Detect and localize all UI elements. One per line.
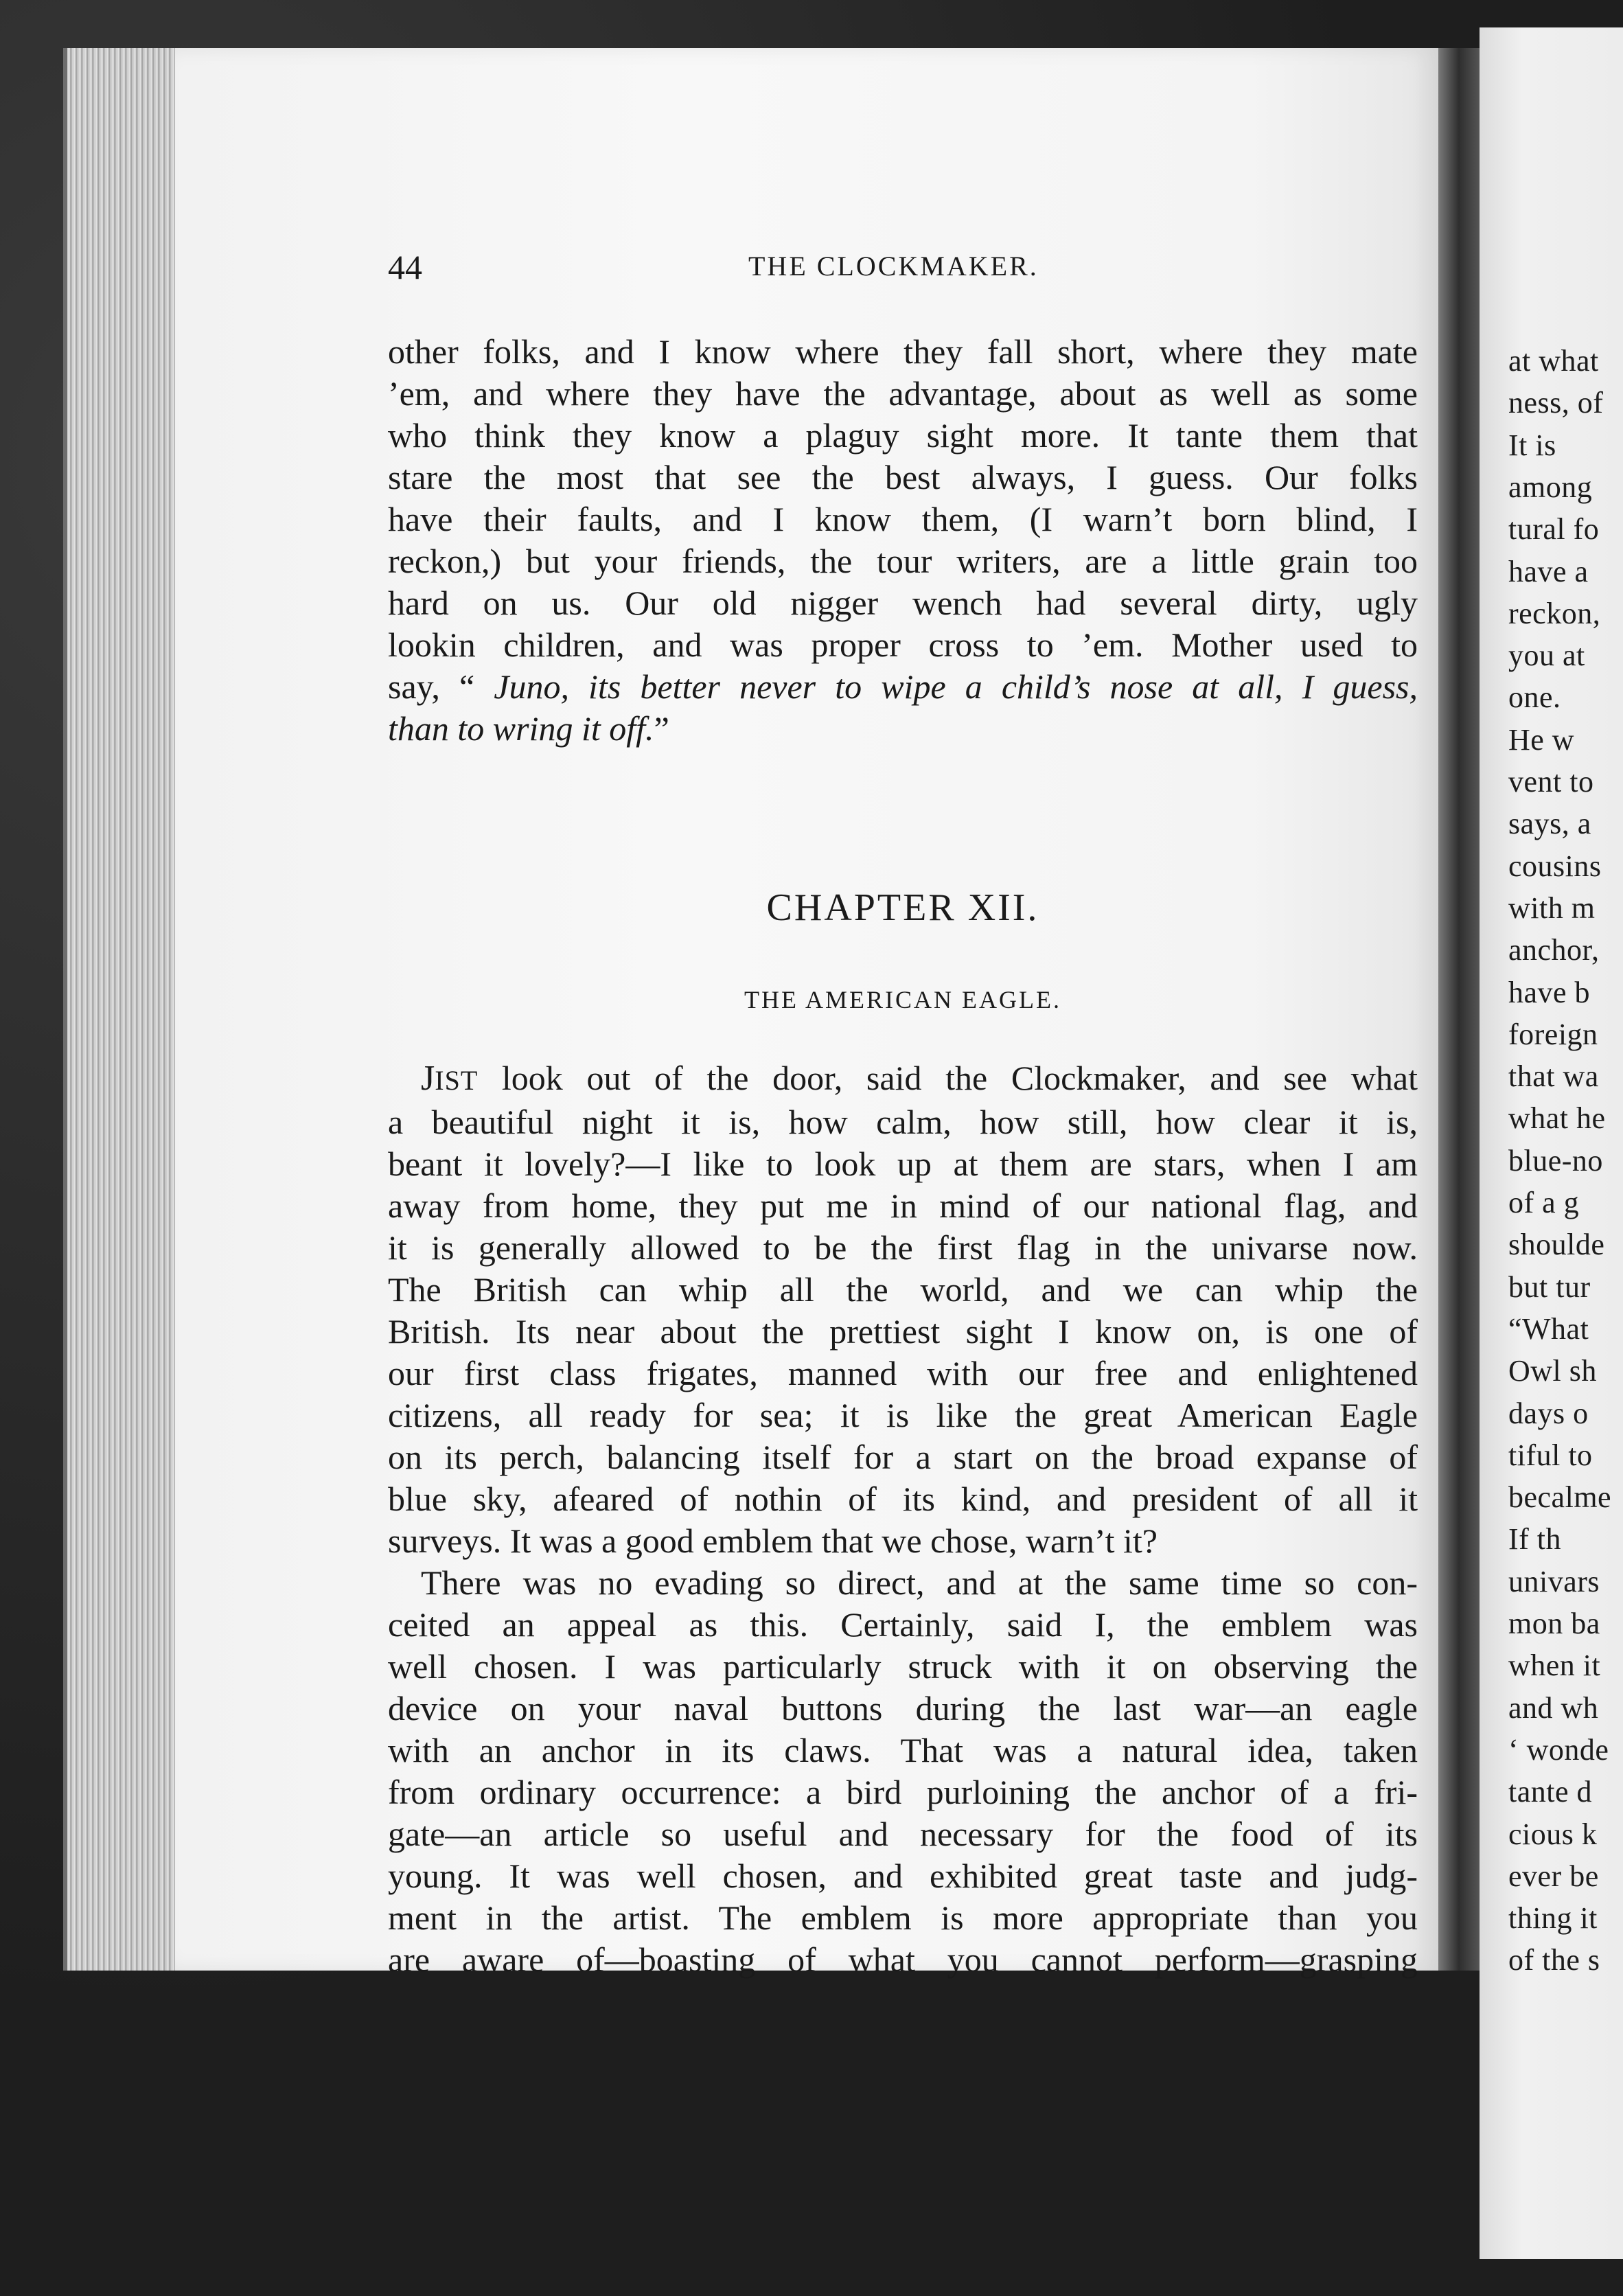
text-line: young. It was well chosen, and exhibited great taste and judg-	[388, 1857, 1418, 1895]
running-head: THE CLOCKMAKER.	[748, 251, 1039, 282]
chapter-subtitle: THE AMERICAN EAGLE.	[744, 986, 1061, 1013]
text-line: gate—an article so useful and necessary for the food of its	[388, 1815, 1418, 1853]
text-line: beant it lovely?—I like to look up at them are stars, when I am	[388, 1145, 1418, 1183]
facing-page-line: tiful to	[1508, 1438, 1593, 1472]
facing-page	[1480, 27, 1623, 2259]
text-line: our first class frigates, manned with our free and enlightened	[388, 1354, 1418, 1392]
facing-page-line: univars	[1508, 1564, 1600, 1598]
facing-page-line: shoulde	[1508, 1228, 1605, 1262]
text-line: on its perch, balancing itself for a start on the broad expanse of	[388, 1438, 1418, 1476]
facing-page-line: tural fo	[1508, 512, 1600, 547]
first-line-rest: look out of the door, said the Clockmaker, and see what	[478, 1059, 1418, 1097]
facing-page-line: but tur	[1508, 1270, 1591, 1304]
facing-page-line: when it	[1508, 1649, 1601, 1683]
facing-page-line: reckon,	[1508, 596, 1601, 630]
quote-prefix: say, “	[388, 667, 494, 706]
facing-page-line: that wa	[1508, 1059, 1599, 1094]
facing-page-line: cousins	[1508, 849, 1602, 883]
text-line: hard on us. Our old nigger wench had several dirty, ugly	[388, 584, 1418, 622]
facing-page-line: It is	[1508, 428, 1556, 462]
text-line: device on your naval buttons during the last war—an eagle	[388, 1689, 1418, 1727]
chapter-title: CHAPTER XII.	[766, 886, 1039, 929]
text-line: other folks, and I know where they fall short, where they mate	[388, 332, 1418, 371]
facing-page-line: you at	[1508, 639, 1585, 673]
text-line: ment in the artist. The emblem is more appropriate than you	[388, 1898, 1418, 1937]
text-line: with an anchor in its claws. That was a natural idea, taken	[388, 1731, 1418, 1769]
facing-page-line: tante d	[1508, 1775, 1593, 1809]
text-line: surveys. It was a good emblem that we chose, warn’t it?	[388, 1522, 1158, 1560]
text-line: have their faults, and I know them, (I warn’t born blind, I	[388, 500, 1418, 538]
quote-line-2	[388, 708, 1418, 750]
first-word-rest: IST	[435, 1065, 479, 1096]
text-line: well chosen. I was particularly struck with it on observing the	[388, 1647, 1418, 1686]
text-line: are aware of—boasting of what you cannot perform—grasping	[388, 1940, 1418, 1979]
page-header	[388, 247, 1418, 288]
facing-page-line: vent to	[1508, 765, 1594, 799]
text-line: a beautiful night it is, how calm, how still, how clear it is,	[388, 1103, 1418, 1141]
text-line: from ordinary occurrence: a bird purloining the anchor of a fri-	[388, 1773, 1418, 1811]
chapter-body	[388, 1057, 1418, 1981]
text-line: citizens, all ready for sea; it is like the great American Eagle	[388, 1396, 1418, 1434]
text-line: who think they know a plaguy sight more. It tante them that	[388, 416, 1418, 455]
facing-page-line: of the s	[1508, 1943, 1600, 1977]
facing-page-line: thing it	[1508, 1901, 1598, 1936]
first-word-cap: J	[421, 1059, 435, 1098]
facing-page-line: becalme	[1508, 1480, 1612, 1515]
text-line: lookin children, and was proper cross to ’em. Mother used to	[388, 625, 1418, 664]
facing-page-line: “What	[1508, 1311, 1589, 1346]
quote-suffix: ”	[654, 709, 669, 748]
facing-page-line: of a g	[1508, 1186, 1580, 1219]
chapter-first-line	[388, 1057, 1418, 1101]
facing-page-line: If th	[1508, 1522, 1562, 1557]
facing-page-line: says, a	[1508, 807, 1591, 841]
top-paragraph	[388, 331, 1418, 666]
facing-page-line: at what	[1508, 344, 1599, 378]
text-line: blue sky, afeared of nothin of its kind, and president of all it	[388, 1480, 1418, 1518]
text-line: reckon,) but your friends, the tour writers, are a little grain too	[388, 542, 1418, 580]
text-line: British. Its near about the prettiest sight I know on, is one of	[388, 1312, 1418, 1351]
page-edges	[63, 48, 184, 1971]
page-number: 44	[388, 248, 422, 286]
facing-page-line: blue-no	[1508, 1143, 1603, 1178]
text-line: it is generally allowed to be the first flag in the univarse now.	[388, 1228, 1418, 1267]
facing-page-line: have b	[1508, 975, 1591, 1009]
text-line: away from home, they put me in mind of our national flag, and	[388, 1186, 1418, 1225]
quote-italic-1: Juno, its better never to wipe a child’s nose at all, I guess,	[494, 667, 1418, 706]
facing-page-line: days o	[1508, 1396, 1589, 1430]
facing-page-line: He w	[1508, 722, 1575, 757]
facing-page-line: foreign	[1508, 1017, 1598, 1051]
text-line: There was no evading so direct, and at the same time so con-	[421, 1563, 1418, 1602]
facing-page-line: have a	[1508, 554, 1589, 588]
facing-page-line: cious k	[1508, 1817, 1598, 1851]
book-spine	[1438, 48, 1480, 1971]
text-line: ceited an appeal as this. Certainly, said I, the emblem was	[388, 1605, 1418, 1644]
facing-page-line: one.	[1508, 680, 1561, 715]
facing-page-line: mon ba	[1508, 1607, 1600, 1640]
facing-page-line: ever be	[1508, 1859, 1599, 1893]
chapter-paragraph-1	[388, 1101, 1418, 1562]
text-line: stare the most that see the best always, I guess. Our folks	[388, 458, 1418, 496]
quote-block	[388, 666, 1418, 750]
facing-page-line: with m	[1508, 891, 1596, 925]
facing-page-line: anchor,	[1508, 933, 1600, 967]
text-line: ’em, and where they have the advantage, about as well as some	[388, 374, 1418, 413]
facing-page-line: what he	[1508, 1101, 1606, 1136]
facing-page-line: ‘ wonde	[1508, 1732, 1609, 1767]
facing-page-line: ness, of	[1508, 386, 1604, 420]
text-line: The British can whip all the world, and we can whip the	[388, 1270, 1418, 1309]
quote-italic-2: than to wring it off.	[388, 709, 654, 748]
quote-line-1	[388, 666, 1418, 708]
chapter-paragraph-2	[388, 1562, 1418, 1981]
facing-page-line: among	[1508, 470, 1593, 504]
facing-page-line: and wh	[1508, 1690, 1599, 1725]
facing-page-line: Owl sh	[1508, 1354, 1597, 1388]
